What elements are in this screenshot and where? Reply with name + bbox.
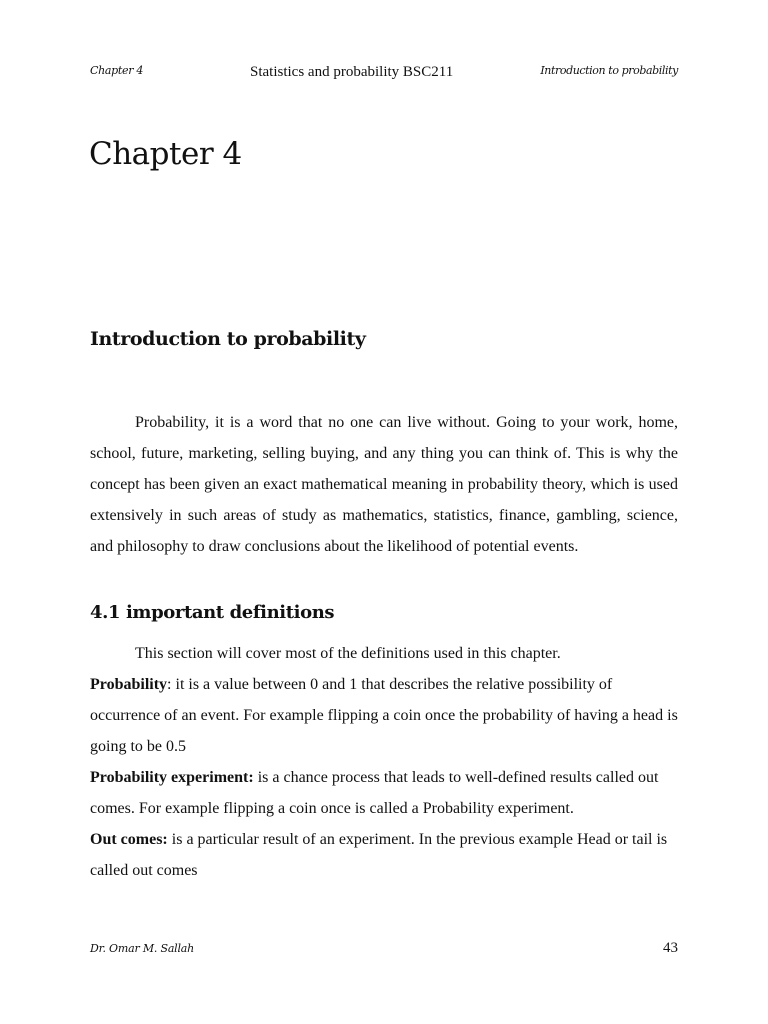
intro-paragraph: Probability, it is a word that no one can live without. Going to your work, home, school, future, marketing, selling buying, and any thing you can think of. This is why the concept has been given an exact mathematical meaning in probability theory, which is used extensively in such areas of study as mathematics, statistics, finance, gambling, science, and philosophy to draw conclusions about the likelihood of potential events. bbox=[90, 414, 678, 555]
footer-author: Dr. Omar M. Sallah bbox=[90, 942, 195, 955]
page-number: 43 bbox=[663, 940, 678, 956]
definition-text: is a chance process that leads to well-defined results called out comes. For example flipping a coin once is called a Probability experiment. bbox=[90, 769, 659, 817]
definition-term: Probability experiment: bbox=[90, 769, 254, 786]
definition-term: Probability bbox=[90, 676, 168, 693]
definition-probability bbox=[90, 669, 678, 762]
definition-out-comes bbox=[90, 824, 678, 886]
section-title: Introduction to probability bbox=[90, 328, 366, 350]
running-header-chapter: Chapter 4 bbox=[90, 64, 144, 77]
subsection-title: 4.1 important definitions bbox=[90, 602, 335, 623]
definitions-intro: This section will cover most of the definitions used in this chapter. bbox=[135, 645, 561, 662]
definition-text: is a particular result of an experiment. In the previous example Head or tail is called out comes bbox=[90, 831, 668, 879]
chapter-title: Chapter 4 bbox=[89, 136, 242, 172]
running-header-course: Statistics and probability BSC211 bbox=[250, 64, 454, 80]
running-header-topic: Introduction to probability bbox=[540, 64, 678, 77]
definition-term: Out comes: bbox=[90, 831, 168, 848]
definition-text: : it is a value between 0 and 1 that describes the relative possibility of occurrence of an event. For example flipping a coin once the probability of having a head is going to be 0.5 bbox=[90, 676, 678, 755]
definition-probability-experiment bbox=[90, 762, 678, 824]
definitions-block bbox=[90, 638, 678, 886]
